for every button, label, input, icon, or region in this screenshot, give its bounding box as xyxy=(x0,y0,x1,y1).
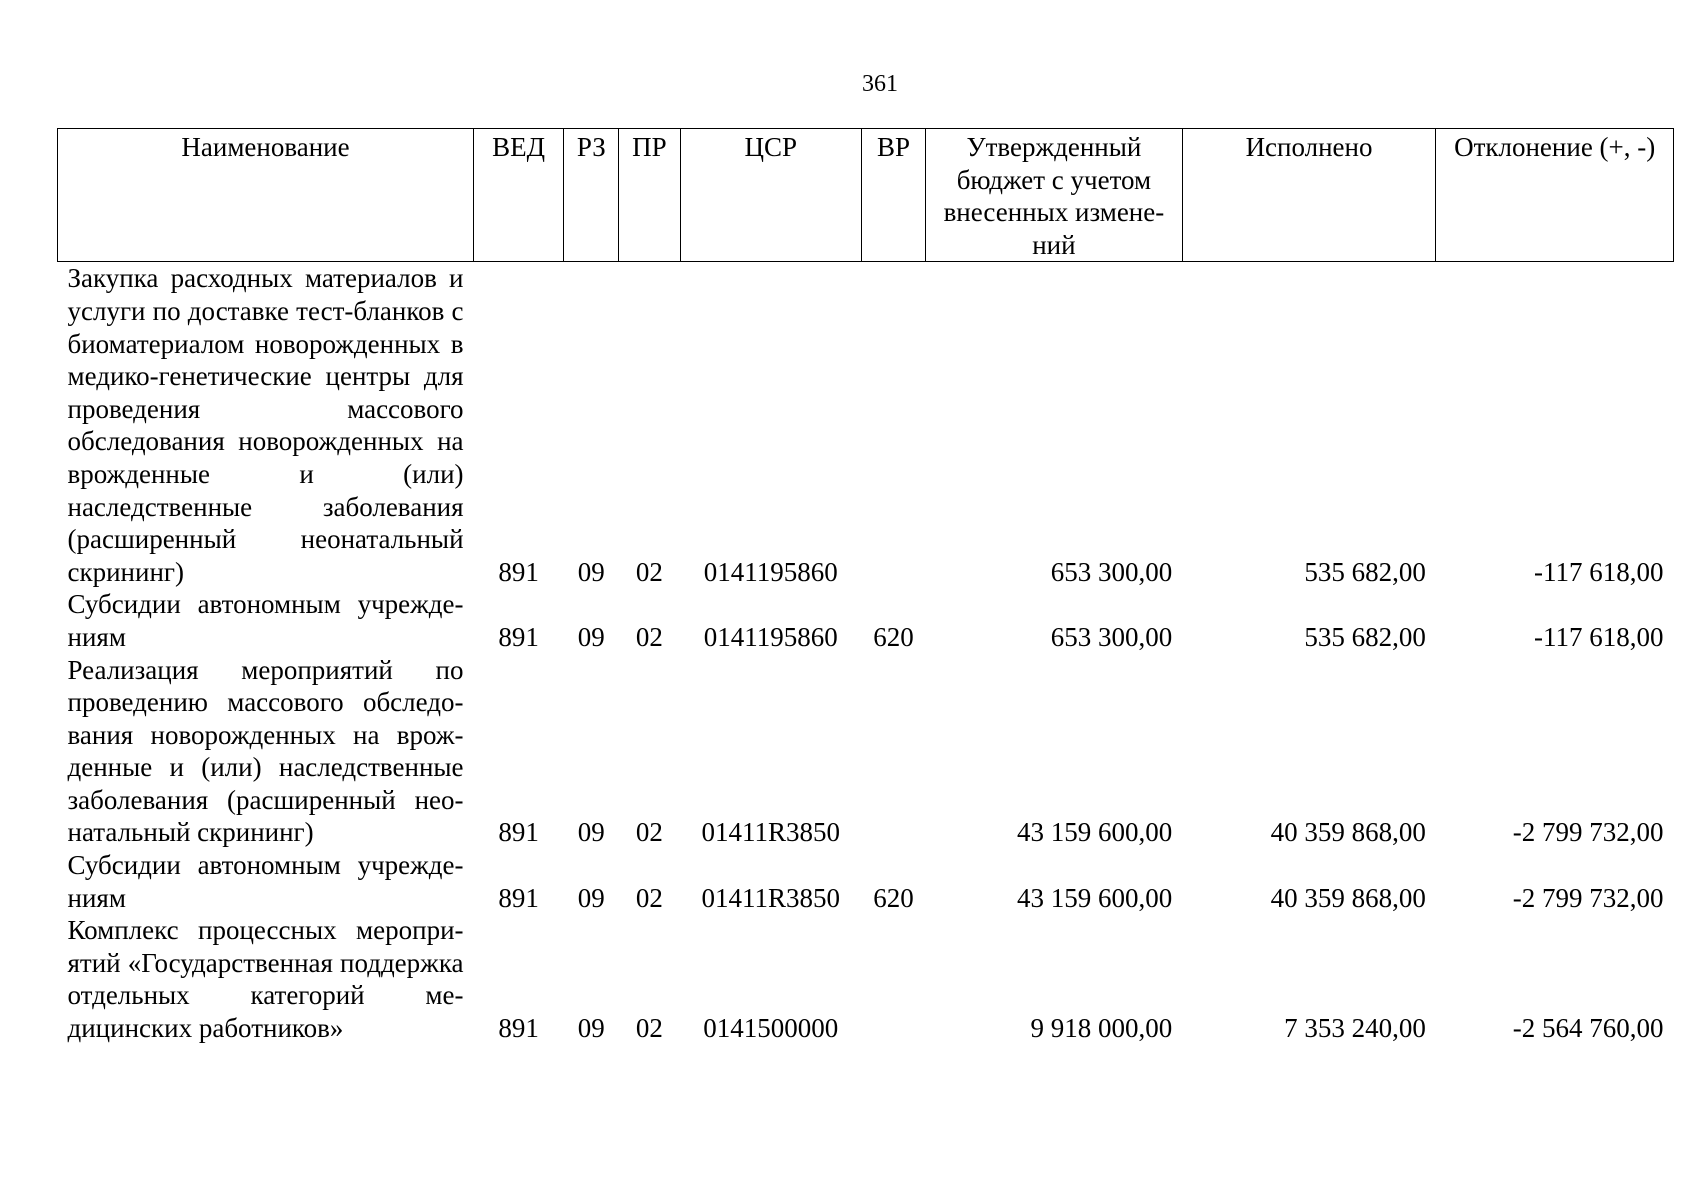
row-csr: 0141195860 xyxy=(703,621,838,652)
row-pr: 02 xyxy=(635,817,663,848)
row-csr: 0141195860 xyxy=(703,556,838,587)
table-row xyxy=(58,849,1674,914)
header-row xyxy=(58,129,1674,262)
row-deviation: -2 564 760,00 xyxy=(1512,1013,1664,1044)
header-rz: РЗ xyxy=(564,129,619,262)
row-pr: 02 xyxy=(635,621,663,652)
table-row xyxy=(58,588,1674,653)
header-name: Наименование xyxy=(58,129,474,262)
row-ved: 891 xyxy=(498,817,539,848)
row-ved: 891 xyxy=(498,621,539,652)
row-budget: 43 159 600,00 xyxy=(1016,882,1173,913)
header-budget: Утвержденный бюджет с учетом внесенных измене-ний xyxy=(926,129,1183,262)
row-name: Комплекс процессных мероприятий «Государственная поддержка отдельных категорий медицинских работников» xyxy=(67,915,464,1044)
row-ved: 891 xyxy=(498,556,539,587)
row-csr: 01411R3850 xyxy=(701,817,840,848)
row-rz: 09 xyxy=(577,882,605,913)
row-budget: 653 300,00 xyxy=(1050,621,1173,652)
row-vr: 620 xyxy=(873,621,914,652)
table-body xyxy=(58,262,1674,1045)
header-ved: ВЕД xyxy=(474,129,564,262)
header-deviation: Отклонение (+, -) xyxy=(1436,129,1674,262)
row-name: Закупка расходных материалов и услуги по доставке тест-бланков с биоматериалом новорожденных в медико-генетические центры для проведения массового обследования новорожденных на врожденные и (или) наследственные заболевания (расширенный неонатальный скрининг) xyxy=(67,263,464,587)
row-executed: 535 682,00 xyxy=(1304,556,1426,587)
row-pr: 02 xyxy=(635,556,663,587)
row-executed: 535 682,00 xyxy=(1304,621,1426,652)
row-ved: 891 xyxy=(498,882,539,913)
row-executed: 40 359 868,00 xyxy=(1270,882,1426,913)
row-rz: 09 xyxy=(577,621,605,652)
row-csr: 0141500000 xyxy=(703,1013,839,1044)
header-executed: Исполнено xyxy=(1182,129,1436,262)
row-rz: 09 xyxy=(577,817,605,848)
table-header xyxy=(58,129,1674,262)
budget-table xyxy=(57,128,1674,1045)
table-row xyxy=(58,654,1674,850)
table-row xyxy=(58,914,1674,1044)
table-row xyxy=(58,262,1674,588)
row-name: Реализация мероприятий по проведению массового обследования новорожденных на врожденные и (или) наследственные заболевания (расширенный неонатальный скрининг) xyxy=(67,654,464,848)
header-pr: ПР xyxy=(619,129,680,262)
row-executed: 7 353 240,00 xyxy=(1284,1013,1426,1044)
row-rz: 09 xyxy=(577,556,605,587)
row-budget: 9 918 000,00 xyxy=(1030,1013,1173,1044)
row-name: Субсидии автономным учреждениям xyxy=(67,589,464,652)
row-csr: 01411R3850 xyxy=(701,882,840,913)
header-csr: ЦСР xyxy=(680,129,861,262)
page-number: 361 xyxy=(862,71,898,97)
row-budget: 653 300,00 xyxy=(1050,556,1173,587)
row-executed: 40 359 868,00 xyxy=(1270,817,1426,848)
header-vr: ВР xyxy=(861,129,925,262)
row-vr xyxy=(861,262,925,588)
row-budget: 43 159 600,00 xyxy=(1016,817,1173,848)
row-pr: 02 xyxy=(635,882,663,913)
row-vr xyxy=(861,914,925,1044)
row-name: Субсидии автономным учреждениям xyxy=(67,850,464,913)
row-deviation: -2 799 732,00 xyxy=(1512,817,1664,848)
row-deviation: -117 618,00 xyxy=(1534,556,1664,587)
row-vr xyxy=(861,654,925,850)
row-ved: 891 xyxy=(498,1013,539,1044)
row-deviation: -117 618,00 xyxy=(1534,621,1664,652)
row-deviation: -2 799 732,00 xyxy=(1512,882,1664,913)
row-vr: 620 xyxy=(873,882,914,913)
row-pr: 02 xyxy=(635,1013,663,1044)
row-rz: 09 xyxy=(577,1013,605,1044)
